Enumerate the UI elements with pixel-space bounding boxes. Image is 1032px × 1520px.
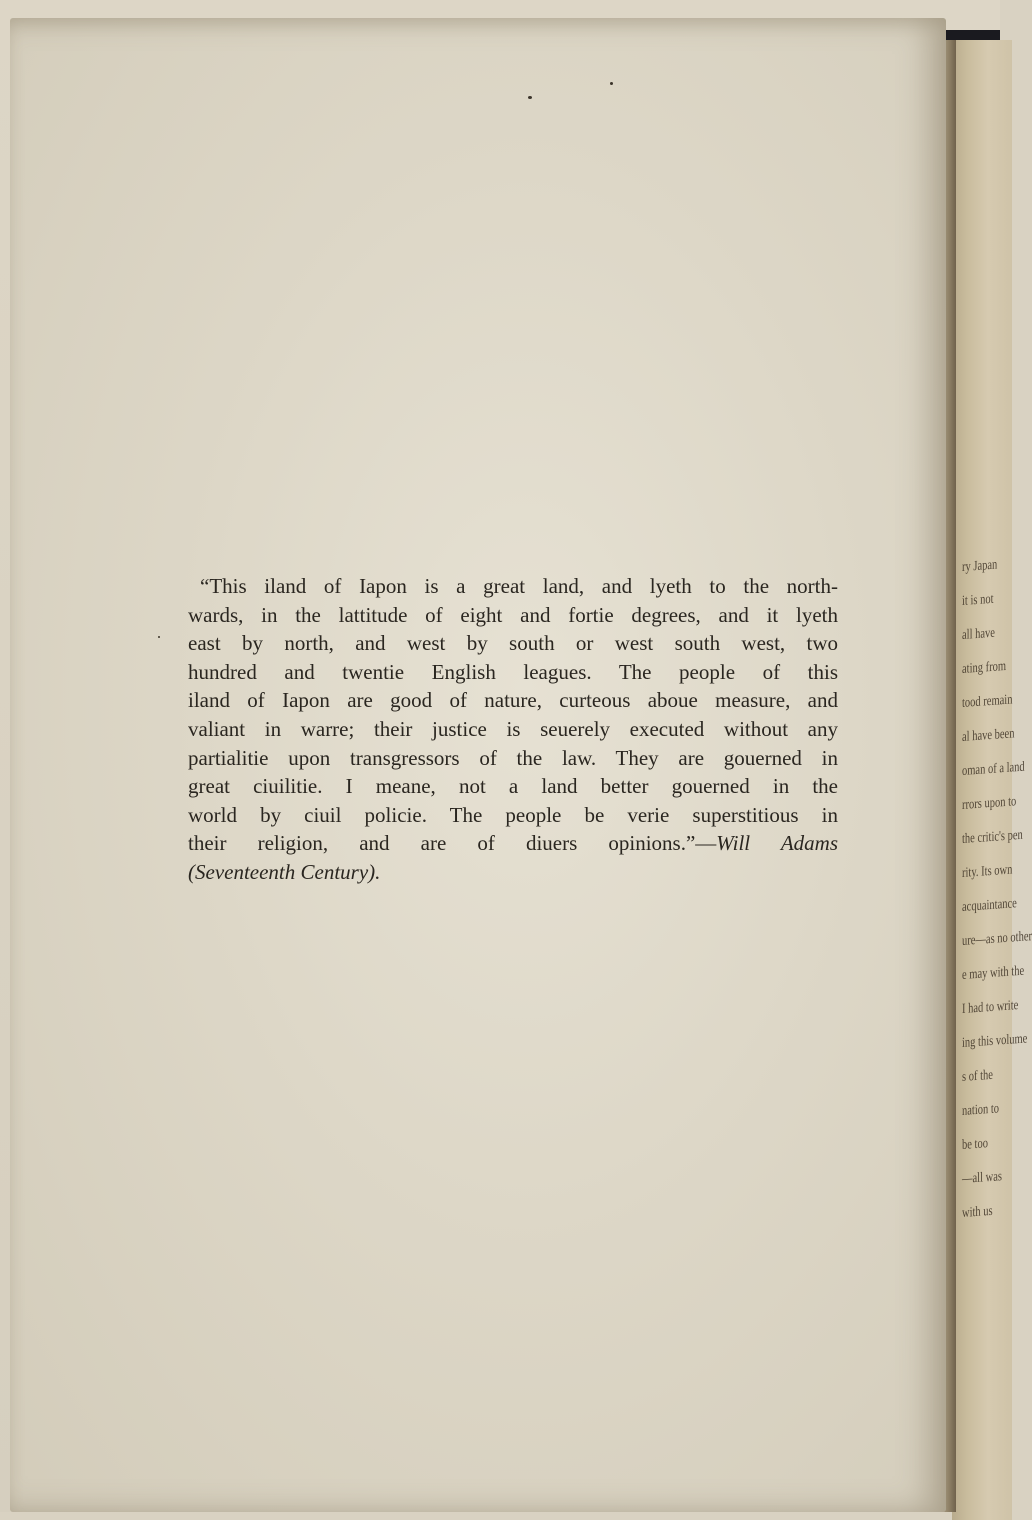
facing-line: rity. Its own xyxy=(962,862,1013,881)
quote-line: valiant in warre; their justice is seuerely executed without any xyxy=(188,716,838,741)
attribution-century-line xyxy=(188,858,838,887)
facing-line: ing this volume xyxy=(962,1031,1028,1051)
facing-line: all have xyxy=(962,625,995,643)
quote-line: hundred and twentie English leagues. The people of this xyxy=(188,659,838,684)
quote-line: “This iland of Iapon is a great land, and lyeth to the north- xyxy=(200,574,838,598)
facing-line: it is not xyxy=(962,591,994,609)
paper-speck xyxy=(158,636,160,638)
epigraph-quote xyxy=(188,572,838,887)
facing-line: oman of a land xyxy=(962,759,1025,779)
facing-line: acquaintance xyxy=(962,896,1017,915)
quote-line: world by ciuil policie. The people be verie superstitious in xyxy=(188,802,838,827)
facing-line: be too xyxy=(962,1136,988,1153)
facing-line: the critic's pen xyxy=(962,827,1023,847)
quote-line: their religion, and are of diuers opinions.”— xyxy=(188,831,717,856)
quote-line: partialitie upon transgressors of the law. They are gouerned in xyxy=(188,745,838,770)
facing-line: e may with the xyxy=(962,963,1025,983)
quote-line: east by north, and west by south or west south west, two xyxy=(188,631,838,656)
facing-line: al have been xyxy=(962,726,1015,745)
attribution-century: (Seventeenth Century). xyxy=(188,859,381,884)
facing-line: nation to xyxy=(962,1101,1000,1119)
paper-speck xyxy=(610,82,613,85)
facing-line: s of the xyxy=(962,1067,993,1085)
paper-speck xyxy=(528,96,532,99)
attribution-author: Will Adams xyxy=(716,831,838,856)
facing-line: ure—as no other xyxy=(962,929,1032,949)
facing-line: tood remain xyxy=(962,692,1013,711)
facing-line: rrors upon to xyxy=(962,794,1017,813)
facing-line: I had to write xyxy=(962,998,1019,1017)
quote-line: iland of Iapon are good of nature, curteous aboue measure, and xyxy=(188,688,838,713)
facing-line: with us xyxy=(962,1203,993,1221)
facing-line: —all was xyxy=(962,1169,1002,1187)
facing-page-text xyxy=(962,557,1032,1240)
quote-line: great ciuilitie. I meane, not a land better gouerned in the xyxy=(188,774,838,799)
quote-line-with-author xyxy=(188,829,838,858)
facing-line: ry Japan xyxy=(962,557,998,575)
quote-line: wards, in the lattitude of eight and fortie degrees, and it lyeth xyxy=(188,602,838,627)
facing-line: ating from xyxy=(962,658,1007,677)
